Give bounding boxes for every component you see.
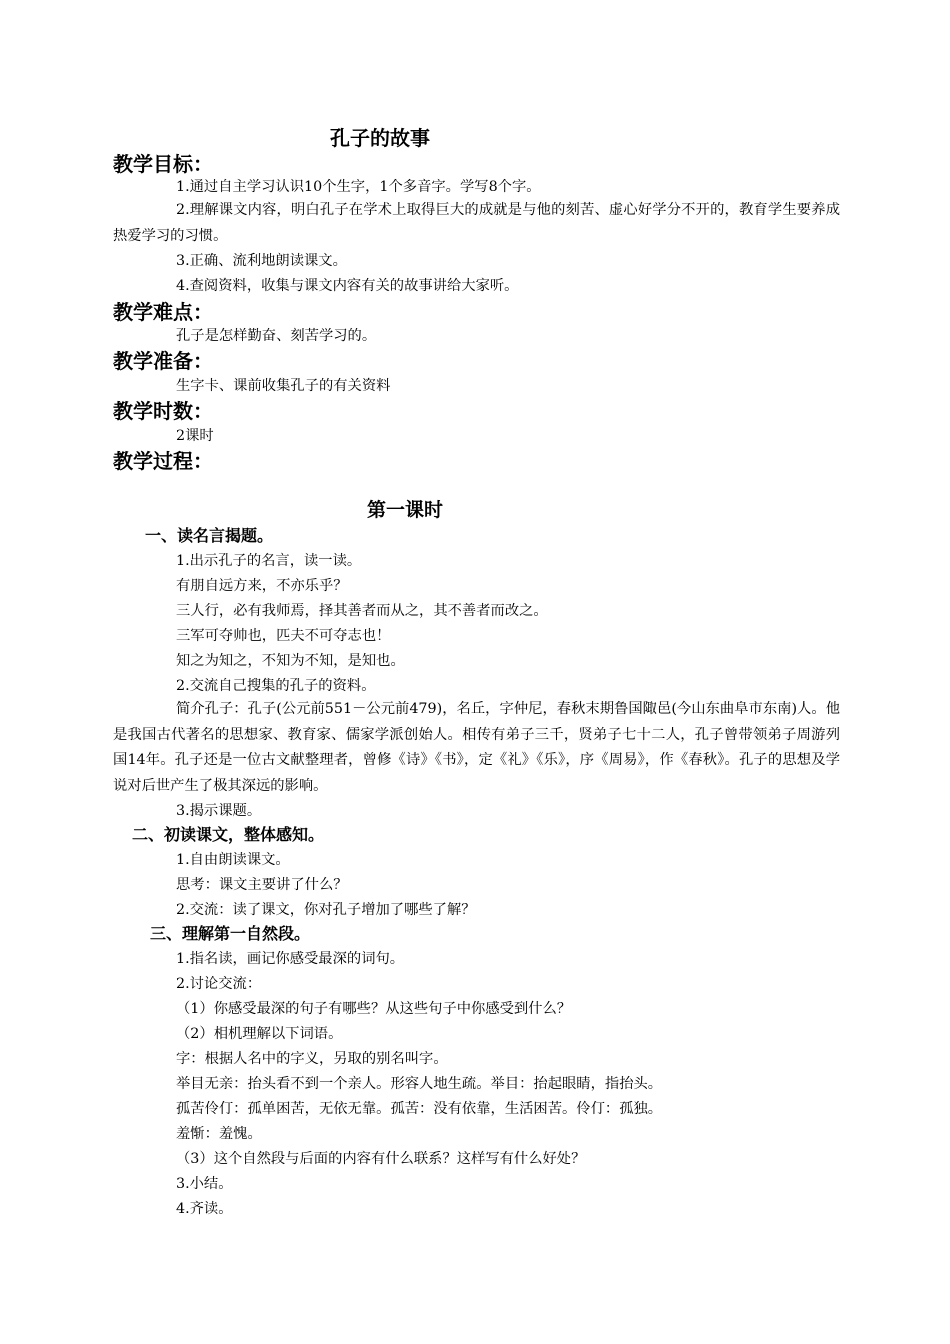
quote-line: 有朋自远方来，不亦乐乎？	[176, 578, 348, 594]
quote-line: 三人行，必有我师焉，择其善者而从之，其不善者而改之。	[176, 603, 548, 619]
part3-heading: 三、理解第一自然段。	[150, 924, 311, 943]
quote-line: 三军可夺帅也，匹夫不可夺志也！	[176, 628, 391, 644]
goal-item: 3.正确、流利地朗读课文。	[176, 253, 347, 269]
preparation-heading: 教学准备：	[113, 349, 213, 373]
hours-text: 2课时	[176, 428, 214, 444]
process-heading: 教学过程：	[113, 449, 213, 473]
part3-line: 3.小结。	[176, 1176, 233, 1192]
part2-line: 1.自由朗读课文。	[176, 852, 290, 868]
vocab-line: 羞惭：羞愧。	[176, 1126, 262, 1142]
part1-line: 1.出示孔子的名言，读一读。	[176, 553, 362, 569]
difficulty-heading: 教学难点：	[113, 300, 213, 324]
preparation-text: 生字卡、课前收集孔子的有关资料	[176, 378, 391, 394]
part1-line: 2.交流自己搜集的孔子的资料。	[176, 678, 376, 694]
part2-line: 思考：课文主要讲了什么？	[176, 877, 348, 893]
document-title: 孔子的故事	[330, 126, 430, 150]
part3-line: （2）相机理解以下词语。	[176, 1026, 343, 1042]
vocab-line: 字：根据人名中的字义，另取的别名叫字。	[176, 1051, 448, 1067]
part1-heading: 一、读名言揭题。	[145, 526, 274, 545]
vocab-line: 举目无亲：抬头看不到一个亲人。形容人地生疏。举目：抬起眼睛，指抬头。	[176, 1076, 663, 1092]
part1-line: 3.揭示课题。	[176, 803, 262, 819]
part2-heading: 二、初读课文，整体感知。	[132, 825, 325, 844]
vocab-line: 孤苦伶仃：孤单困苦，无依无靠。孤苦：没有依靠，生活困苦。伶仃：孤独。	[176, 1101, 663, 1117]
quote-line: 知之为知之，不知为不知，是知也。	[176, 653, 405, 669]
part3-line: （3）这个自然段与后面的内容有什么联系？这样写有什么好处？	[176, 1151, 586, 1167]
hours-heading: 教学时数：	[113, 399, 213, 423]
goal-item: 2.理解课文内容，明白孔子在学术上取得巨大的成就是与他的刻苦、虚心好学分不开的，教育学生要养成热爱学习的习惯。	[113, 202, 840, 244]
goal-item: 1.通过自主学习认识10个生字，1个多音字。学写8个字。	[176, 179, 541, 195]
part3-line: 1.指名读，画记你感受最深的词句。	[176, 951, 405, 967]
part3-line: 2.讨论交流：	[176, 976, 262, 992]
goal-item: 4.查阅资料，收集与课文内容有关的故事讲给大家听。	[176, 278, 519, 294]
difficulty-text: 孔子是怎样勤奋、刻苦学习的。	[176, 328, 377, 344]
goals-heading: 教学目标：	[113, 152, 213, 176]
confucius-intro: 简介孔子：孔子(公元前551－公元前479)，名丘，字仲尼，春秋末期鲁国陬邑(今山东曲阜市东南)人。他是我国古代著名的思想家、教育家、儒家学派创始人。相传有弟子三千，贤弟子七十二人，孔子曾带领弟子周游列国14年。孔子还是一位古文献整理者，曾修《诗》《书》，定《礼》《乐》，序《周易》，作《春秋》。孔子的思想及学说对后世产生了极其深远的影响。	[113, 701, 840, 794]
part3-line: （1）你感受最深的句子有哪些？从这些句子中你感受到什么？	[176, 1001, 572, 1017]
lesson-title: 第一课时	[366, 499, 443, 521]
part2-line: 2.交流：读了课文，你对孔子增加了哪些了解？	[176, 902, 476, 918]
part3-line: 4.齐读。	[176, 1201, 233, 1217]
